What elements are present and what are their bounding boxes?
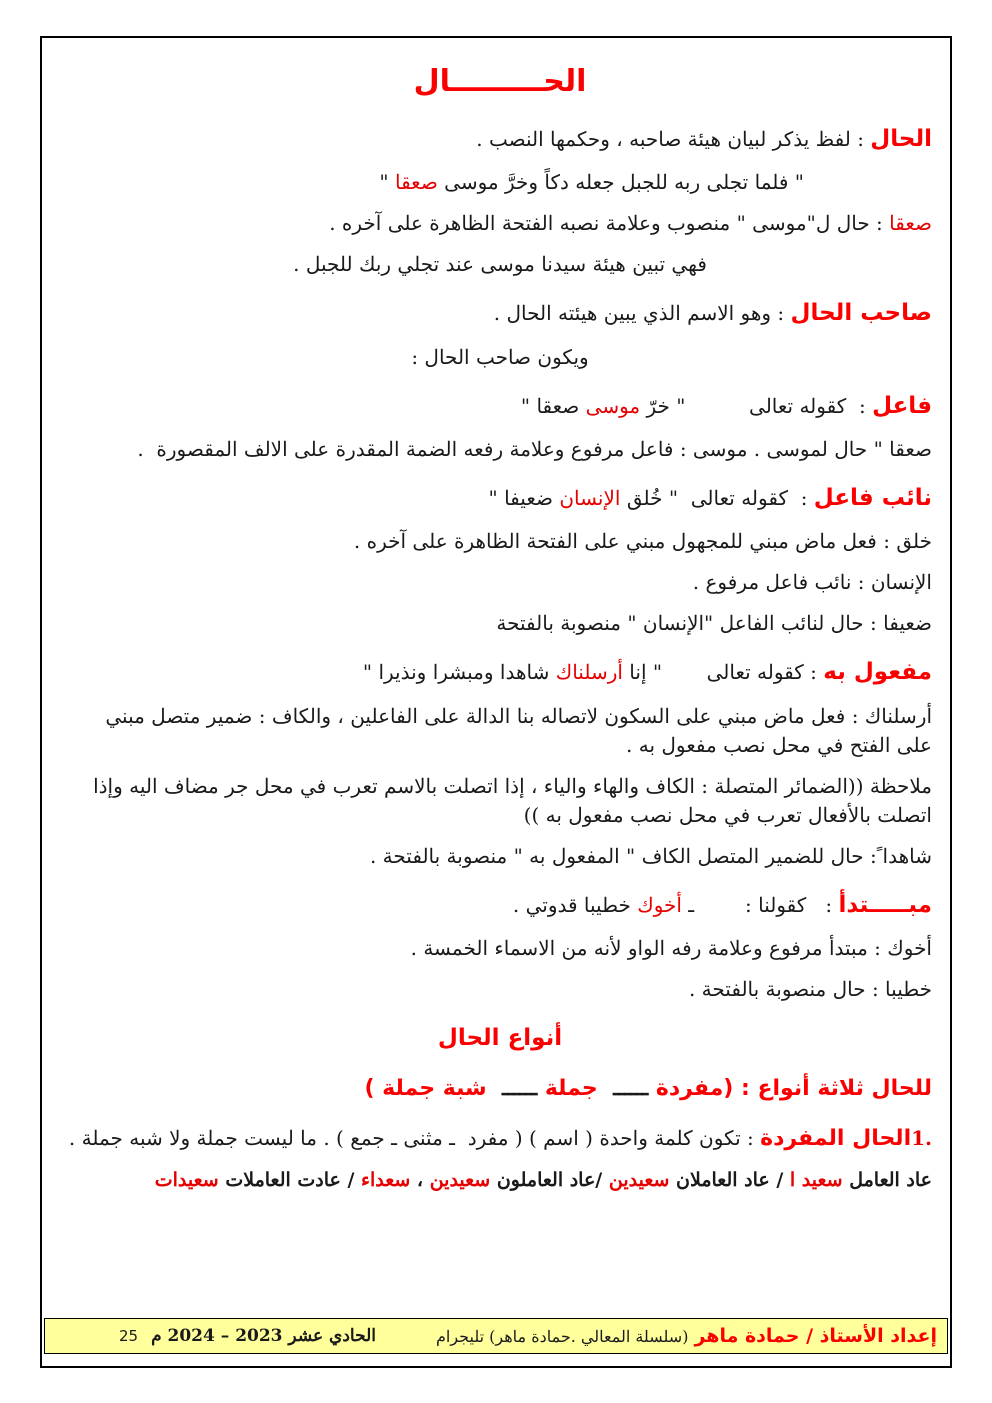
saeqan-term: صعقا xyxy=(889,211,932,236)
fael-example-line xyxy=(68,390,932,423)
naib-fael-quote-word-insan: الإنسان xyxy=(559,486,621,511)
hal-mufrada-definition-text: : تكون كلمة واحدة ( اسم ) ( مفرد ـ مثنى ـ جمع ) . ما ليست جملة ولا شبه جملة . xyxy=(68,1126,761,1151)
mubtada-example-rest: خطيبا قدوتي . xyxy=(512,892,638,917)
example-black-2: / عاد العاملان xyxy=(669,1169,790,1192)
hal-types-heading-text: أنواع الحال xyxy=(437,1025,563,1052)
hal-types-heading xyxy=(68,1022,932,1055)
footer-author: إعداد الأستاذ / حمادة ماهر xyxy=(694,1325,937,1347)
fael-quote-pre: " خرّ xyxy=(640,393,686,418)
example-red-3: سعيدين xyxy=(429,1169,491,1192)
naib-fael-parsing-line-2: الإنسان : نائب فاعل مرفوع . xyxy=(692,570,932,595)
hal-note-line: فهي تبين هيئة سيدنا موسى عند تجلي ربك للجبل . xyxy=(293,252,707,277)
hal-three-types-intro: للحال ثلاثة أنواع : xyxy=(733,1076,932,1102)
naib-fael-lead-text: : كقوله تعالى xyxy=(678,486,814,511)
akhuk-parsing-line: أخوك : مبتدأ مرفوع وعلامة رفه الواو لأنه من الاسماء الخمسة . xyxy=(410,936,932,961)
mubtada-dash: ـ xyxy=(681,892,695,917)
saeqan-parsing-text: : حال ل"موسى " منصوب وعلامة نصبه الفتحة الظاهرة على آخره . xyxy=(329,211,890,236)
item-number-1: 1. xyxy=(911,1126,932,1151)
example-red-4: سعداء xyxy=(361,1169,411,1192)
page-title: الحـــــــــال xyxy=(413,64,587,99)
hal-mufrada-term: الحال المفردة xyxy=(760,1126,912,1152)
naib-fael-parsing-line-1: خلق : فعل ماض مبني للمجهول مبني على الفتحة الظاهرة على آخره . xyxy=(353,529,932,554)
page-number: 25 xyxy=(119,1327,139,1345)
mafoul-bih-term: مفعول به xyxy=(823,659,932,686)
type-separator-1: ــــــ xyxy=(613,1076,649,1101)
attached-pronouns-note-paragraph: ملاحظة ((الضمائر المتصلة : الكاف والهاء والياء ، إذا اتصلت بالاسم تعرب في محل جر مضاف اليه وإذا اتصلت بالأفعال تعرب في محل نصب مفعول به )) xyxy=(86,773,932,827)
fael-parsing-line: صعقا " حال لموسى . موسى : فاعل مرفوع وعلامة رفعه الضمة المقدرة على الالف المقصورة . xyxy=(137,437,932,462)
mubtada-lead-text: : كقولنا : xyxy=(694,892,839,917)
example-black-1: عاد العامل xyxy=(842,1169,932,1192)
footer-bar xyxy=(44,1318,948,1354)
naib-fael-parsing-line-3: ضعيفا : حال لنائب الفاعل "الإنسان " منصوبة بالفتحة xyxy=(496,611,932,636)
fael-lead-text: : كقوله تعالى xyxy=(685,393,873,418)
example-black-5: / عادت العاملات xyxy=(218,1169,362,1192)
fael-quote-post: صعقا " xyxy=(520,393,586,418)
hal-three-types-line xyxy=(68,1073,932,1105)
fael-term: فاعل xyxy=(872,392,932,419)
hal-type-mufrada: (مفردة xyxy=(648,1076,734,1102)
mafoul-bih-quote-word-arsalnak: أرسلناك xyxy=(555,660,623,685)
hal-mufrada-examples-line xyxy=(68,1167,932,1195)
naib-fael-quote-pre: " خُلق xyxy=(620,486,679,511)
quote-word-saeqan: صعقا xyxy=(394,170,438,195)
quran-quote-tajalla xyxy=(68,168,804,197)
mafoul-bih-quote-pre: " إنا xyxy=(622,660,663,685)
type-separator-2: ــــــ xyxy=(502,1076,538,1101)
saeqan-parsing-line xyxy=(68,209,932,238)
example-red-2: سعيدين xyxy=(608,1169,670,1192)
example-red-1: سعيد ا xyxy=(789,1169,843,1192)
mafoul-bih-lead-text: : كقوله تعالى xyxy=(662,660,824,685)
mubtada-example-word-akhuk: أخوك xyxy=(637,892,682,917)
example-black-4: ، xyxy=(410,1169,430,1192)
naib-fael-example-line xyxy=(68,482,932,515)
quote-text-pre: " فلما تجلى ربه للجبل جعله دكاً وخرَّ موسى xyxy=(437,170,804,195)
fael-quote-word-musa: موسى xyxy=(585,393,641,418)
hal-type-jumla: جملة xyxy=(537,1076,614,1102)
footer-term-year: الحادي عشر 2023 – 2024 م xyxy=(151,1326,376,1346)
hal-term: الحال xyxy=(870,126,932,152)
hal-definition-text: : لفظ يذكر لبيان هيئة صاحبه ، وحكمها النصب . xyxy=(476,127,871,151)
sahib-hal-term: صاحب الحال xyxy=(790,300,932,327)
hal-mufrada-definition-line xyxy=(68,1123,932,1155)
arsalnak-parsing-paragraph: أرسلناك : فعل ماض مبني على السكون لاتصاله بنا الدالة على الفاعلين ، والكاف : ضمير متصل مبني على الفتح في محل نصب مفعول به . xyxy=(99,703,932,757)
mubtada-example-line xyxy=(68,889,932,922)
khatiban-parsing-line: خطيبا : حال منصوبة بالفتحة . xyxy=(688,977,932,1002)
page-border-frame xyxy=(40,36,952,1368)
sahib-hal-definition-text: : وهو الاسم الذي يبين هيئته الحال . xyxy=(493,301,791,326)
mafoul-bih-quote-post: شاهدا ومبشرا ونذيرا " xyxy=(362,660,556,685)
naib-fael-quote-post: ضعيفا " xyxy=(488,486,560,511)
sahib-hal-intro-line: ويكون صاحب الحال : xyxy=(411,344,589,369)
sahib-hal-definition-line xyxy=(68,297,932,330)
shahidan-parsing-line: شاهدا ً: حال للضمير المتصل الكاف " المفعول به " منصوبة بالفتحة . xyxy=(369,843,932,868)
example-red-5: سعيدات xyxy=(154,1169,219,1192)
example-black-3: /عاد العاملون xyxy=(490,1169,609,1192)
quote-text-post: " xyxy=(379,170,395,195)
footer-series: (سلسلة المعالي .حمادة ماهر) تليجرام xyxy=(435,1326,689,1346)
document-content xyxy=(68,64,932,1207)
hal-definition-line xyxy=(68,123,932,156)
naib-fael-term: نائب فاعل xyxy=(813,485,932,512)
mubtada-term: مبـــــتدأ xyxy=(838,891,932,918)
hal-type-shibh-jumla: شبة جملة ) xyxy=(364,1076,503,1102)
mafoul-bih-example-line xyxy=(68,656,932,689)
